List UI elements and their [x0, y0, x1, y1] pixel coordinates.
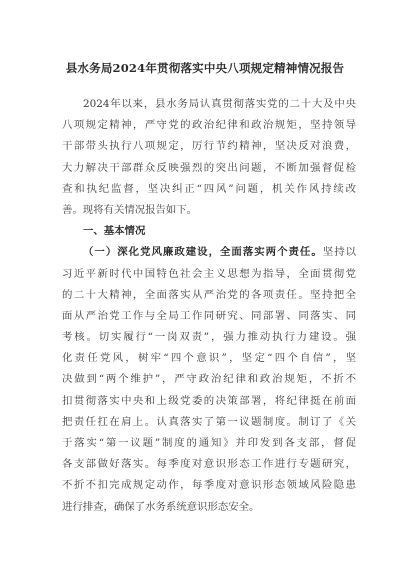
intro-line: 善。现将有关情况报告如下。 [62, 203, 198, 216]
section-heading: 一、基本情况 [83, 225, 146, 238]
intro-line: 查和执纪监督，坚决纠正“四风”问题，机关作风持续改 [62, 182, 356, 195]
paragraph-line: 考核。切实履行“一岗双责”，强力推动执行力建设。强 [62, 331, 356, 344]
document-body [62, 94, 356, 518]
paragraph-line: 决做到“两个维护”，严守政治纪律和政治规矩，不折不 [62, 373, 356, 386]
intro-line: 干部带头执行八项规定，厉行节约精神，坚决反对浪费， [62, 140, 356, 153]
paragraph-line: 于落实“第一议题”制度的通知》并印发到各支部，督促 [62, 437, 356, 449]
subsection-first-line-rest: 坚持以 [322, 246, 357, 259]
paragraph-line: 扣贯彻落实中央和上级党委的决策部署，将纪律挺在前面 [62, 394, 356, 407]
paragraph-line: 把责任扛在肩上。认真落实了第一议题制度。制订了《关 [62, 415, 356, 428]
paragraph-line: 各支部做好落实。每季度对意识形态工作进行专题研究， [62, 458, 356, 471]
document-title: 县水务局2024年贯彻落实中央八项规定精神情况报告 [65, 61, 345, 75]
paragraph-line: 习近平新时代中国特色社会主义思想为指导，全面贯彻党 [62, 267, 356, 280]
paragraph-line: 面从严治党工作与全局工作同研究、同部署、同落实、同 [62, 309, 356, 322]
paragraph-line: 的二十大精神，全面落实从严治党的各项责任。坚持把全 [62, 288, 356, 301]
intro-line: 大力解决干部群众反映强烈的突出问题，不断加强督促检 [62, 161, 356, 174]
paragraph-line: 进行排查，确保了水务系统意识形态安全。 [62, 500, 260, 513]
paragraph-line: 不折不扣完成规定动作，每季度对意识形态领域风险隐患 [62, 479, 356, 492]
paragraph-line: 化责任党风，树牢“四个意识”，坚定“四个自信”，坚 [62, 352, 356, 365]
intro-line: 2024年以来，县水务局认真贯彻落实党的二十大及中央 [83, 98, 356, 110]
subsection-heading: （一）深化党风廉政建设，全面落实两个责任。 [83, 246, 323, 259]
intro-line: 八项规定精神，严守党的政治纪律和政治规矩，坚持领导 [62, 119, 356, 132]
subsection-first-line [62, 242, 356, 263]
